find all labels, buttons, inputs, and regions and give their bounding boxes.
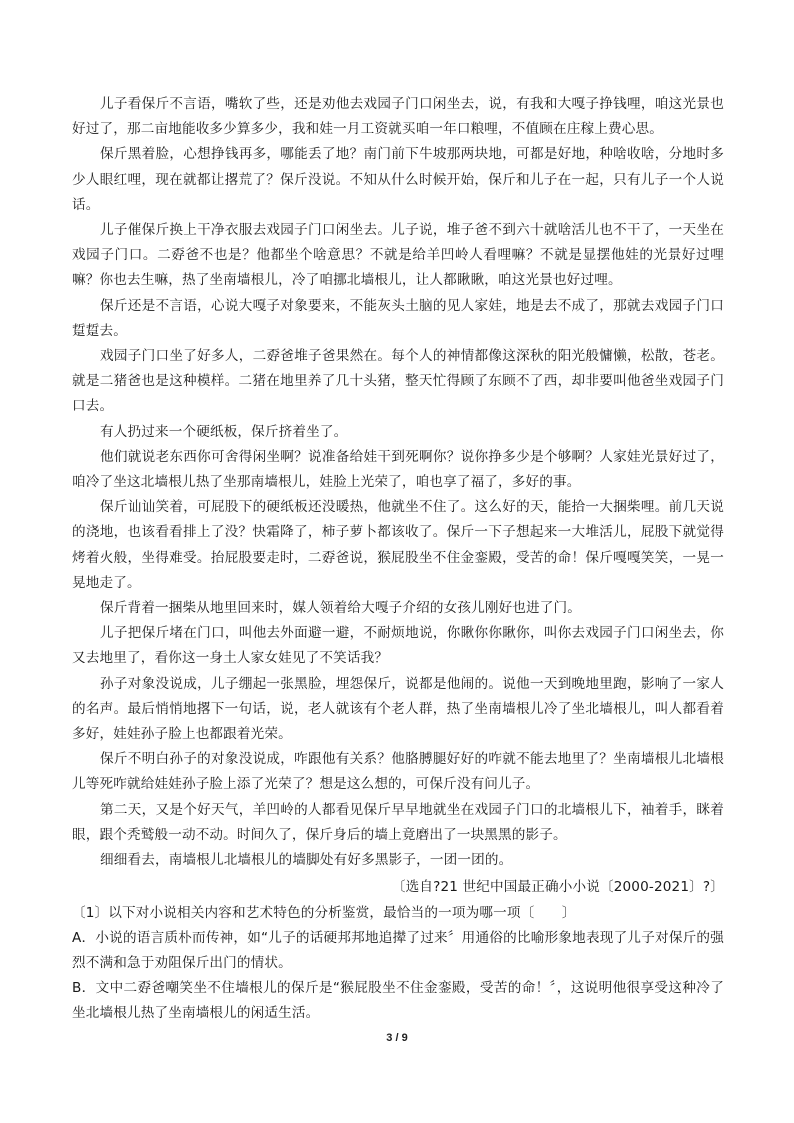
paragraph: 保斤背着一捆柴从地里回来时，媒人领着给大嘎子介绍的女孩儿刚好也进了门。 bbox=[100, 600, 582, 617]
paragraph: 儿子看保斤不言语，嘴软了些，还是劝他去戏园子门口闲坐去，说，有我和大嘎子挣钱哩，咱这光景也好过了，那二亩地能收多少算多少，我和娃一月工资就买咱一年口粮哩，不值顾在庄稼上费心思。 bbox=[72, 96, 724, 138]
question-stem: 〔1〕以下对小说相关内容和艺术特色的分析鉴赏，最恰当的一项为哪一项〔 〕 bbox=[72, 904, 576, 921]
page-number: 3 / 9 bbox=[386, 1032, 408, 1044]
option-b: B．文中二孬爸嘲笑坐不住墙根儿的保斤是“猴屁股坐不住金銮殿，受苦的命！〞，这说明他很享受这种冷了坐北墙根儿热了坐南墙根儿的闲适生活。 bbox=[72, 980, 724, 1022]
paragraph: 保斤黑着脸，心想挣钱再多，哪能丢了地？南门前下牛坡那两块地，可都是好地，种啥收啥，分地时多少人眼红哩，现在就都让撂荒了？保斤没说。不知从什么时候开始，保斤和儿子在一起，只有儿子一个人说话。 bbox=[72, 146, 724, 213]
paragraph: 他们就说老东西你可舍得闲坐啊？说准备给娃干到死啊你？说你挣多少是个够啊？人家娃光景好过了，咱冷了坐这北墙根儿热了坐那南墙根儿，娃脸上光荣了，咱也享了福了，多好的事。 bbox=[72, 448, 724, 491]
paragraph: 细细看去，南墙根儿北墙根儿的墙脚处有好多黑影子，一团一团的。 bbox=[100, 852, 513, 869]
paragraph: 保斤讪讪笑着，可屁股下的硬纸板还没暖热，他就坐不住了。这么好的天，能拾一大捆柴哩。前几天说的浇地，也该看看排上了没？快霜降了，柿子萝卜都该收了。保斤一下子想起来一大堆活儿，屁股下就觉得烤着火般，坐得难受。抬屁股要走时，二孬爸说，猴屁股坐不住金銮殿，受苦的命！保斤嘎嘎笑笑，一晃一晃地走了。 bbox=[72, 499, 724, 591]
paragraph: 第二天，又是个好天气，羊凹岭的人都看见保斤早早地就坐在戏园子门口的北墙根儿下，袖着手，眯着眼，跟个秃鹫般一动不动。时间久了，保斤身后的墙上竟磨出了一块黑黑的影子。 bbox=[72, 801, 724, 843]
story-text bbox=[72, 92, 724, 1027]
paragraph: 儿子催保斤换上干净衣服去戏园子门口闲坐去。儿子说，堆子爸不到六十就啥活儿也不干了，一天坐在戏园子门口。二孬爸不也是？他都坐个啥意思？不就是给羊凹岭人看哩嘛？不就是显摆他娃的光景好过哩嘛？你也去生嘛，热了坐南墙根儿，冷了咱挪北墙根儿，让人都瞅瞅，咱这光景也好过哩。 bbox=[72, 222, 724, 289]
paragraph: 有人扔过来一个硬纸板，保斤挤着坐了。 bbox=[100, 423, 348, 440]
paragraph: 孙子对象没说成，儿子绷起一张黑脸，埋怨保斤，说都是他闹的。说他一天到晚地里跑，影响了一家人的名声。最后悄悄地撂下一句话，说，老人就该有个老人群，热了坐南墙根儿冷了坐北墙根儿，叫人都看着多好，娃娃孙子脸上也都跟着光荣。 bbox=[72, 675, 724, 743]
source-citation: 〔选自?21 世纪中国最正确小小说〔2000-2021〕?〕 bbox=[391, 879, 724, 896]
paragraph: 儿子把保斤堵在门口，叫他去外面避一避，不耐烦地说，你瞅你你瞅你，叫你去戏园子门口闲坐去，你又去地里了，看你这一身土人家女娃见了不笑话我？ bbox=[72, 625, 724, 667]
paragraph: 戏园子门口坐了好多人，二孬爸堆子爸果然在。每个人的神情都像这深秋的阳光般慵懒，松散，苍老。就是二猪爸也是这种模样。二猪在地里养了几十头猪，整天忙得顾了东顾不了西，却非要叫他爸坐戏园子门口去。 bbox=[72, 348, 724, 415]
paragraph: 保斤还是不言语，心说大嘎子对象要来，不能灰头土脑的见人家娃，地是去不成了，那就去戏园子门口踅踅去。 bbox=[72, 297, 724, 339]
paragraph: 保斤不明白孙子的对象没说成，咋跟他有关系？他胳膊腿好好的咋就不能去地里了？坐南墙根儿北墙根儿等死咋就给娃娃孙子脸上添了光荣了？想是这么想的，可保斤没有问儿子。 bbox=[72, 751, 724, 793]
option-a: A．小说的语言质朴而传神，如“儿子的话硬邦邦地追撵了过来〞用通俗的比喻形象地表现了儿子对保斤的强烈不满和急于劝阻保斤出门的情状。 bbox=[72, 929, 724, 971]
